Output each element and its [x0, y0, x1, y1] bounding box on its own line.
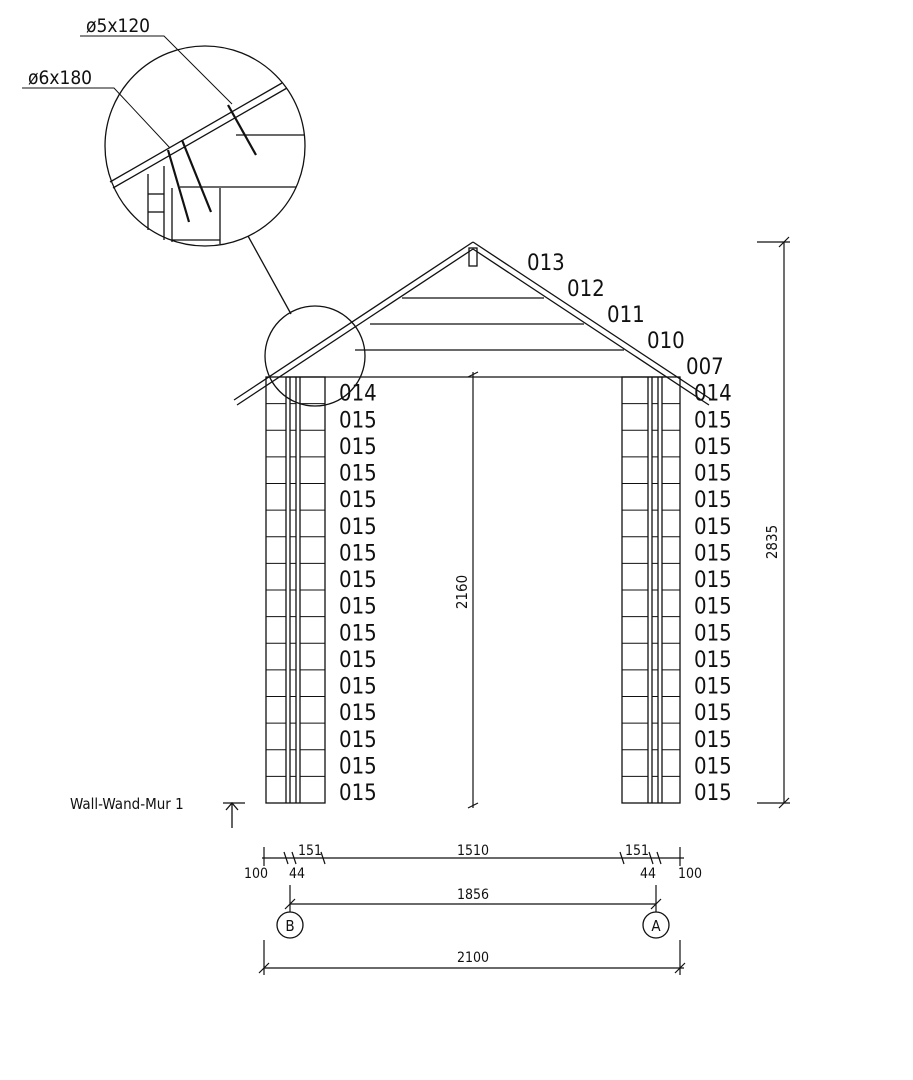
dim-label: 100: [677, 866, 703, 882]
dim-label: 151: [297, 843, 323, 859]
screw-side-label: ø6x180: [28, 67, 93, 89]
roof-right-bottom: [473, 249, 709, 405]
wall-log-label: 015: [339, 568, 377, 593]
total-height-label: 2835: [763, 524, 781, 560]
wall-log-label: 015: [339, 461, 377, 487]
detail-connector-line: [248, 236, 291, 314]
wall-log-label: 015: [339, 514, 377, 540]
wall-log-label: 015: [694, 541, 732, 567]
roof-label: 010: [647, 329, 685, 354]
roof-label: 013: [527, 251, 565, 276]
wall-log-label: 015: [339, 754, 377, 780]
wall-log-label: 015: [694, 594, 732, 620]
detail-screw-5x120: [228, 105, 256, 155]
detail-roof-board-bottom: [113, 88, 287, 188]
roof-labels: [527, 251, 724, 380]
leader-screw-side: [22, 88, 170, 148]
wall-log-label: 015: [694, 674, 732, 700]
wall-log-label: 015: [694, 461, 732, 487]
axis-b-label: B: [285, 917, 295, 935]
detail-magnifier: [22, 15, 305, 314]
wall-log-label: 015: [694, 701, 732, 727]
wall-log-label: 015: [339, 621, 377, 647]
wall-log-label: 014: [339, 381, 377, 407]
wall-log-label: 015: [694, 514, 732, 540]
right-wall: [622, 377, 680, 803]
wall-section-marker: [70, 795, 245, 828]
wall-log-label: 015: [339, 594, 377, 620]
wall-log-label: 015: [694, 621, 732, 647]
wall-log-label: 015: [694, 781, 732, 806]
left-wall-labels: [339, 382, 377, 806]
wall-log-label: 015: [339, 408, 377, 434]
wall-log-label: 015: [339, 781, 377, 806]
wall-log-label: 015: [694, 727, 732, 753]
dim-label: 100: [243, 866, 269, 882]
dim-label: 44: [288, 866, 306, 882]
left-wall: [266, 377, 325, 803]
wall-marker-label: Wall-Wand-Mur 1: [70, 795, 184, 813]
total-width-label: 2100: [456, 950, 490, 966]
wall-log-label: 015: [694, 434, 732, 460]
inner-height-label: 2160: [453, 574, 471, 610]
dimension-inner-height: [453, 372, 478, 808]
wall-log-label: 015: [339, 727, 377, 753]
wall-log-label: 015: [694, 408, 732, 434]
dimension-total-width: [259, 940, 685, 975]
screw-top-label: ø5x120: [86, 15, 151, 37]
axis-span-label: 1856: [456, 887, 490, 903]
roof-label: 012: [567, 277, 605, 302]
dimension-axis-span: [277, 885, 669, 938]
wall-log-label: 015: [694, 568, 732, 593]
right-wall-labels: [694, 382, 732, 806]
detail-roof-board-top: [110, 83, 282, 182]
wall-log-label: 015: [339, 701, 377, 727]
wall-log-label: 015: [339, 541, 377, 567]
wall-log-label: 015: [694, 754, 732, 780]
detail-circle: [105, 46, 305, 246]
dimension-total-height: [757, 237, 790, 808]
wall-log-label: 015: [339, 674, 377, 700]
dim-label: 151: [624, 843, 650, 859]
wall-log-label: 015: [694, 488, 732, 514]
axis-a-label: A: [651, 917, 661, 935]
roof-label: 007: [686, 355, 724, 380]
dimension-row-1: [244, 843, 702, 882]
detail-screw-6x180-b: [182, 140, 211, 212]
wall-log-label: 015: [339, 434, 377, 460]
roof-right-top: [473, 242, 712, 400]
dim-label: 1510: [456, 843, 490, 859]
dim-label: 44: [639, 866, 657, 882]
detail-screw-6x180-a: [168, 150, 189, 222]
wall-log-label: 014: [694, 381, 732, 407]
wall-log-label: 015: [339, 488, 377, 514]
wall-log-label: 015: [339, 647, 377, 673]
wall-log-label: 015: [694, 647, 732, 673]
roof-label: 011: [607, 303, 645, 328]
